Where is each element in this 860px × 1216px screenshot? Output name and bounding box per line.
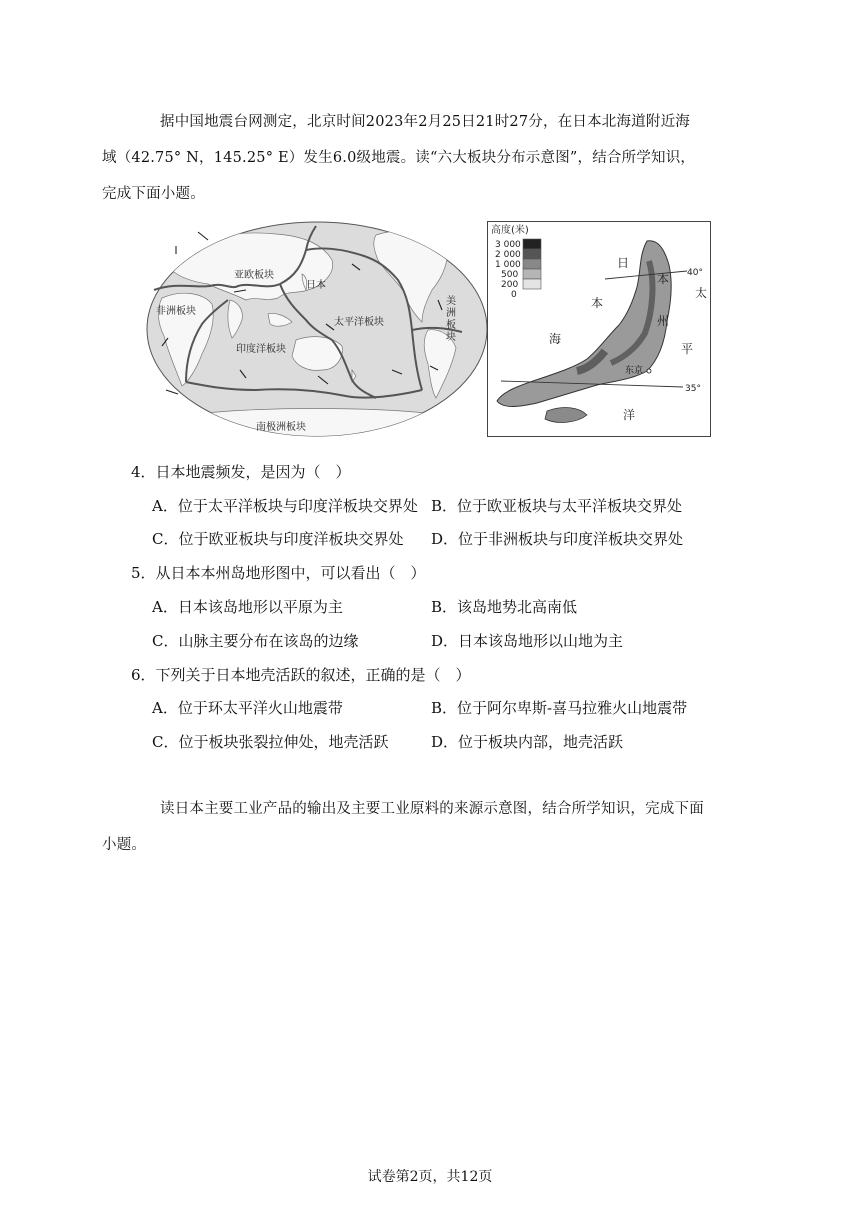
legend-level-2000: 2 000	[495, 250, 521, 260]
legend-level-3000: 3 000	[495, 240, 521, 250]
question-4-option-b[interactable]: B．位于欧亚板块与太平洋板块交界处	[431, 497, 683, 515]
city-label: 东京	[625, 366, 644, 376]
label-antarctic-plate: 南极洲板块	[256, 422, 306, 433]
label-american-plate-4: 块	[446, 332, 456, 343]
sea-label-ben: 本	[591, 296, 604, 310]
question-4-stem: 4．日本地震频发，是因为（ ）	[131, 463, 351, 481]
page-footer: 试卷第2页，共12页	[367, 1169, 493, 1185]
label-american-plate-1: 美	[446, 296, 456, 307]
legend-level-0: 0	[511, 290, 517, 300]
sea-label-ri: 日	[617, 256, 630, 270]
question-6-option-b[interactable]: B．位于阿尔卑斯-喜马拉雅火山地震带	[431, 699, 688, 717]
world-plate-map	[146, 220, 488, 438]
question-5-option-a[interactable]: A．日本该岛地形以平原为主	[152, 598, 343, 616]
label-american-plate-3: 板	[446, 320, 456, 331]
honshu-label-1: 本	[657, 272, 670, 286]
question-5-stem: 5．从日本本州岛地形图中，可以看出（ ）	[131, 564, 426, 582]
intro-paragraph	[102, 104, 731, 212]
honshu-label-2: 州	[657, 314, 670, 328]
question-5-option-b[interactable]: B．该岛地势北高南低	[431, 598, 578, 616]
question-4-option-d[interactable]: D．位于非洲板块与印度洋板块交界处	[431, 530, 684, 548]
legend-level-1000: 1 000	[495, 260, 521, 270]
lat-35-label: 35°	[685, 384, 701, 394]
question-6-option-d[interactable]: D．位于板块内部，地壳活跃	[431, 733, 624, 751]
label-african-plate: 非洲板块	[156, 306, 196, 317]
label-pacific-plate: 太平洋板块	[334, 317, 384, 328]
second-intro-line-1: 读日本主要工业产品的输出及主要工业原料的来源示意图，结合所学知识，完成下面	[160, 801, 704, 817]
legend-level-500: 500	[501, 270, 519, 280]
sea-label-hai: 海	[549, 332, 562, 346]
label-indian-ocean-plate: 印度洋板块	[236, 344, 286, 355]
second-intro-paragraph	[102, 791, 731, 863]
question-6-option-a[interactable]: A．位于环太平洋火山地震带	[152, 699, 343, 717]
question-6-option-c[interactable]: C．位于板块张裂拉伸处，地壳活跃	[152, 733, 389, 751]
question-4-option-c[interactable]: C．位于欧亚板块与印度洋板块交界处	[152, 530, 404, 548]
question-5-option-c[interactable]: C．山脉主要分布在该岛的边缘	[152, 632, 359, 650]
ocean-label-yang: 洋	[623, 408, 636, 422]
legend-title: 高度(米)	[491, 225, 529, 236]
question-4-option-a[interactable]: A．位于太平洋板块与印度洋板块交界处	[152, 497, 418, 515]
label-eurasian-plate: 亚欧板块	[234, 270, 274, 281]
legend-level-200: 200	[501, 280, 519, 290]
question-6-stem: 6．下列关于日本地壳活跃的叙述，正确的是（ ）	[131, 666, 471, 684]
lat-40-label: 40°	[687, 268, 703, 278]
ocean-label-ping: 平	[681, 342, 694, 356]
japan-terrain-map	[487, 221, 711, 437]
intro-line-1: 据中国地震台网测定，北京时间2023年2月25日21时27分，在日本北海道附近海	[160, 114, 690, 130]
question-5-option-d[interactable]: D．日本该岛地形以山地为主	[431, 632, 624, 650]
label-american-plate-2: 洲	[446, 308, 456, 319]
city-marker	[647, 369, 651, 373]
intro-line-2: 域（42.75° N，145.25° E）发生6.0级地震。读“六大板块分布示意图”，结合所学知识，	[102, 150, 696, 166]
ocean-label-tai: 太	[695, 286, 708, 300]
intro-line-3: 完成下面小题。	[102, 186, 205, 202]
label-japan: 日本	[306, 280, 326, 291]
second-intro-line-2: 小题。	[102, 837, 147, 853]
